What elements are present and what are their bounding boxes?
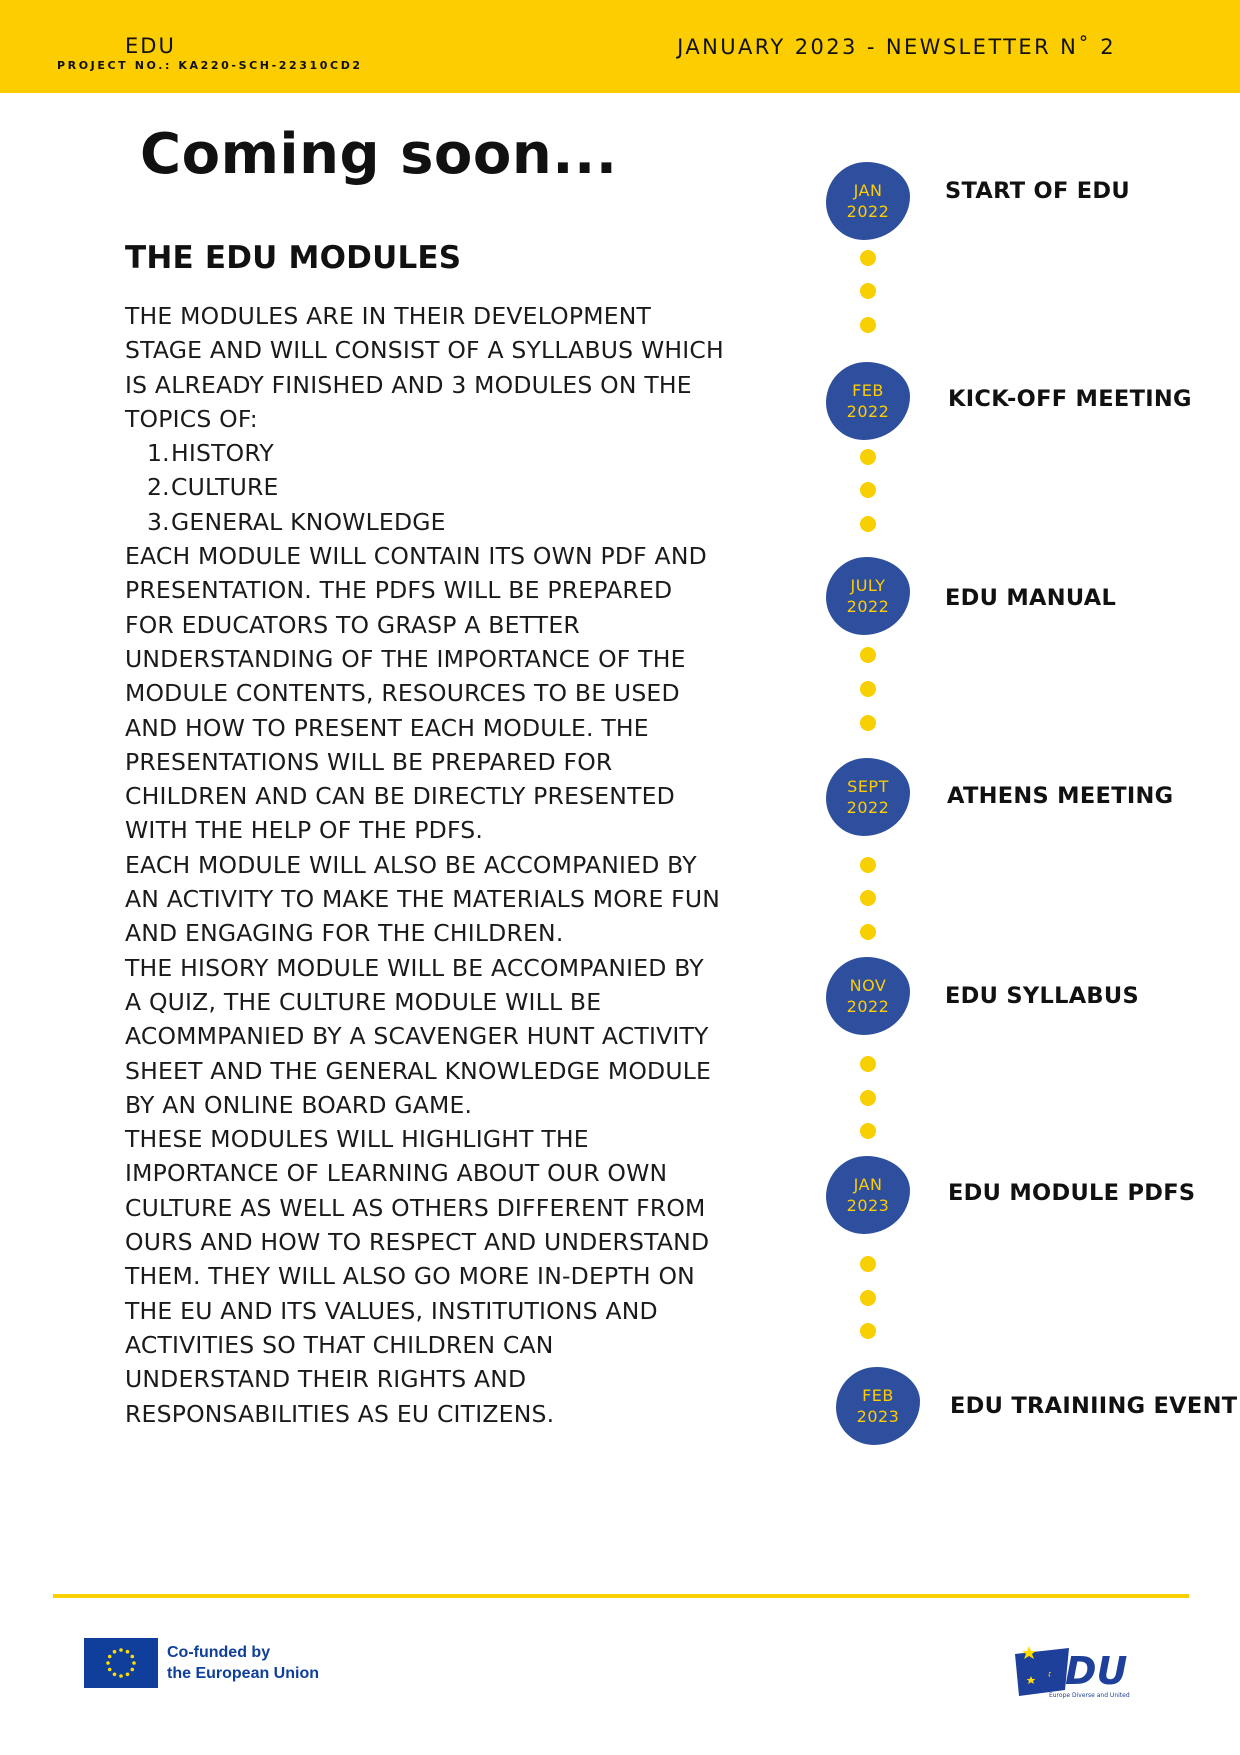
page-title: Coming soon... [140,122,618,187]
timeline-month: JAN [853,181,883,200]
cofunded-label [167,1642,319,1684]
timeline-event-label: KICK-OFF MEETING [948,386,1192,412]
timeline-year: 2023 [856,1407,900,1426]
timeline-month: FEB [862,1386,894,1405]
timeline-dot [860,482,876,498]
header-bar [0,0,1240,93]
list-item-number: 3. [147,507,170,536]
section-title: THE EDU MODULES [125,240,462,276]
timeline-date-badge [826,362,910,440]
timeline-date-badge [836,1367,920,1445]
timeline-year: 2022 [846,798,890,817]
timeline-dot [860,647,876,663]
list-item-label: CULTURE [171,473,279,502]
timeline-month: SEPT [847,777,889,796]
timeline-dot [860,1256,876,1272]
timeline-dot [860,1056,876,1072]
timeline-dot [860,890,876,906]
header-short-name: EDU [125,34,176,58]
timeline-dot [860,1290,876,1306]
timeline-date-badge [826,957,910,1035]
timeline-month: FEB [852,381,884,400]
timeline-year: 2022 [846,997,890,1016]
timeline-event-label: EDU TRAINIING EVENT [950,1393,1238,1419]
timeline-dot [860,1090,876,1106]
timeline-dot [860,317,876,333]
intro-paragraph: THE MODULES ARE IN THEIR DEVELOPMENT STAGE AND WILL CONSIST OF A SYLLABUS WHICH IS ALREADY FINISHED AND 3 MODULES ON THE TOPICS OF: [125,302,724,433]
timeline-year: 2023 [846,1196,890,1215]
timeline-month: JULY [850,576,886,595]
timeline-event-label: START OF EDU [945,178,1130,204]
modules-description [125,299,725,1431]
timeline-month: JAN [853,1175,883,1194]
list-item-label: GENERAL KNOWLEDGE [171,507,446,536]
timeline-dot [860,283,876,299]
body-paragraph: EACH MODULE WILL ALSO BE ACCOMPANIED BY AN ACTIVITY TO MAKE THE MATERIALS MORE FUN AND ENGAGING FOR THE CHILDREN. [125,850,721,948]
timeline-event-label: ATHENS MEETING [947,783,1174,809]
body-paragraph: THE HISORY MODULE WILL BE ACCOMPANIED BY A QUIZ, THE CULTURE MODULE WILL BE ACOMMPANIED BY A SCAVENGER HUNT ACTIVITY SHEET AND THE GENERAL KNOWLEDGE MODULE BY AN ONLINE BOARD GAME. [125,953,712,1119]
eu-stars-icon [84,1638,158,1688]
timeline-dot [860,681,876,697]
edu-logo-text: EDU [1039,1649,1128,1693]
timeline-dot [860,516,876,532]
timeline-dot [860,924,876,940]
list-item [125,505,725,539]
timeline-month: NOV [849,976,887,995]
timeline-dot [860,715,876,731]
list-item [125,470,725,504]
list-item-number: 1. [147,439,170,468]
topics-list [125,436,725,539]
list-item-label: HISTORY [171,439,274,468]
body-paragraph: THESE MODULES WILL HIGHLIGHT THE IMPORTANCE OF LEARNING ABOUT OUR OWN CULTURE AS WELL AS OTHERS DIFFERENT FROM OURS AND HOW TO RESPECT AND UNDERSTAND THEM. THEY WILL ALSO GO MORE IN-DEPTH ON THE EU AND ITS VALUES, INSTITUTIONS AND ACTIVITIES SO THAT CHILDREN CAN UNDERSTAND THEIR RIGHTS AND RESPONSABILITIES AS EU CITIZENS. [125,1125,710,1428]
cofunded-line-2: the European Union [167,1665,319,1682]
timeline-date-badge [826,758,910,836]
timeline-event-label: EDU SYLLABUS [945,983,1139,1009]
edu-logo [1009,1640,1145,1702]
timeline-year: 2022 [846,202,890,221]
timeline-dot [860,1123,876,1139]
eu-flag-icon [84,1638,158,1688]
timeline-date-badge [826,162,910,240]
timeline-dot [860,250,876,266]
timeline-year: 2022 [846,402,890,421]
timeline-event-label: EDU MANUAL [945,585,1117,611]
timeline-dot [860,1323,876,1339]
header-project-number: PROJECT NO.: KA220-SCH-22310CD2 [57,59,363,72]
footer-divider [53,1594,1189,1598]
edu-logo-tagline: Europe Diverse and United [1049,1692,1130,1699]
timeline-date-badge [826,557,910,635]
list-item-number: 2. [147,473,170,502]
timeline-event-label: EDU MODULE PDFS [948,1180,1196,1206]
body-paragraph: EACH MODULE WILL CONTAIN ITS OWN PDF AND PRESENTATION. THE PDFS WILL BE PREPARED FOR EDUCATORS TO GRASP A BETTER UNDERSTANDING OF THE IMPORTANCE OF THE MODULE CONTENTS, RESOURCES TO BE USED AND HOW TO PRESENT EACH MODULE. THE PRESENTATIONS WILL BE PREPARED FOR CHILDREN AND CAN BE DIRECTLY PRESENTED WITH THE HELP OF THE PDFS. [125,542,707,845]
timeline-dot [860,449,876,465]
timeline-year: 2022 [846,597,890,616]
list-item [125,436,725,470]
timeline-dot [860,857,876,873]
header-newsletter-issue: JANUARY 2023 - NEWSLETTER N˚ 2 [677,35,1116,59]
cofunded-line-1: Co-funded by [167,1644,271,1661]
timeline-date-badge [826,1156,910,1234]
